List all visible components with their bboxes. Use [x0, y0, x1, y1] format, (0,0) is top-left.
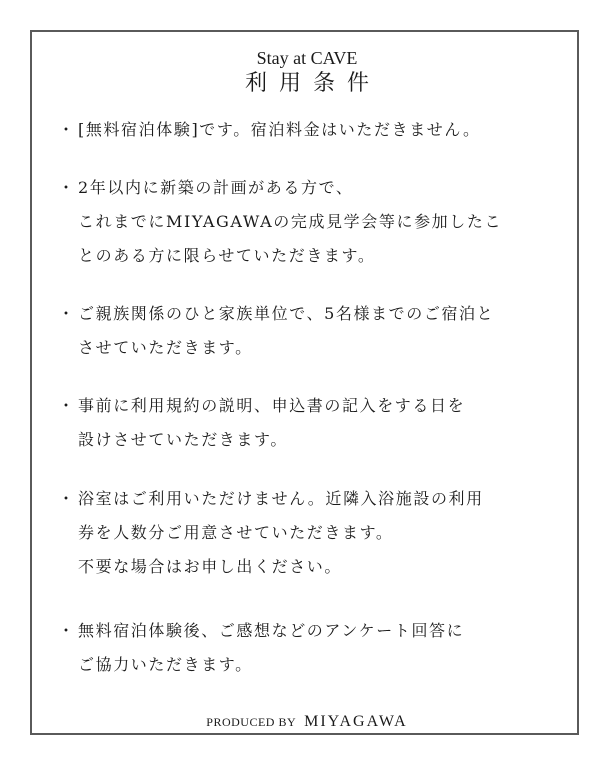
page-title: 利用条件: [244, 71, 381, 96]
condition-line: 券を人数分ご用意させていただきます。: [78, 523, 394, 542]
condition-line: とのある方に限らせていただきます。: [78, 246, 376, 265]
footer: [0, 713, 614, 731]
subtitle: Stay at CAVE: [256, 48, 358, 68]
condition-item-guests: [58, 297, 558, 365]
condition-line: 設けさせていただきます。: [78, 430, 288, 449]
condition-item-free-stay: [58, 113, 558, 147]
condition-item-briefing: [58, 389, 558, 457]
condition-line: ・ [無料宿泊体験]です。宿泊料金はいただきません。: [58, 113, 558, 147]
condition-line: ご協力いただきます。: [78, 655, 253, 674]
produced-by-label: PRODUCED BY: [206, 715, 297, 729]
condition-item-eligibility: [58, 171, 558, 273]
condition-line: 不要な場合はお申し出ください。: [78, 557, 343, 576]
condition-line: ・ 無料宿泊体験後、ご感想などのアンケート回答に: [58, 614, 558, 648]
condition-line: ・ 浴室はご利用いただけません。近隣入浴施設の利用: [58, 482, 558, 516]
condition-line: ・ 2年以内に新築の計画がある方で、: [58, 171, 558, 205]
condition-line: させていただきます。: [78, 338, 253, 357]
brand-name: MIYAGAWA: [304, 713, 408, 730]
condition-line: ・ ご親族関係のひと家族単位で、5名様までのご宿泊と: [58, 297, 558, 331]
condition-item-bath: [58, 482, 558, 584]
condition-line: これまでにMIYAGAWAの完成見学会等に参加したこ: [78, 212, 503, 231]
condition-line: ・ 事前に利用規約の説明、申込書の記入をする日を: [58, 389, 558, 423]
condition-item-survey: [58, 614, 558, 682]
